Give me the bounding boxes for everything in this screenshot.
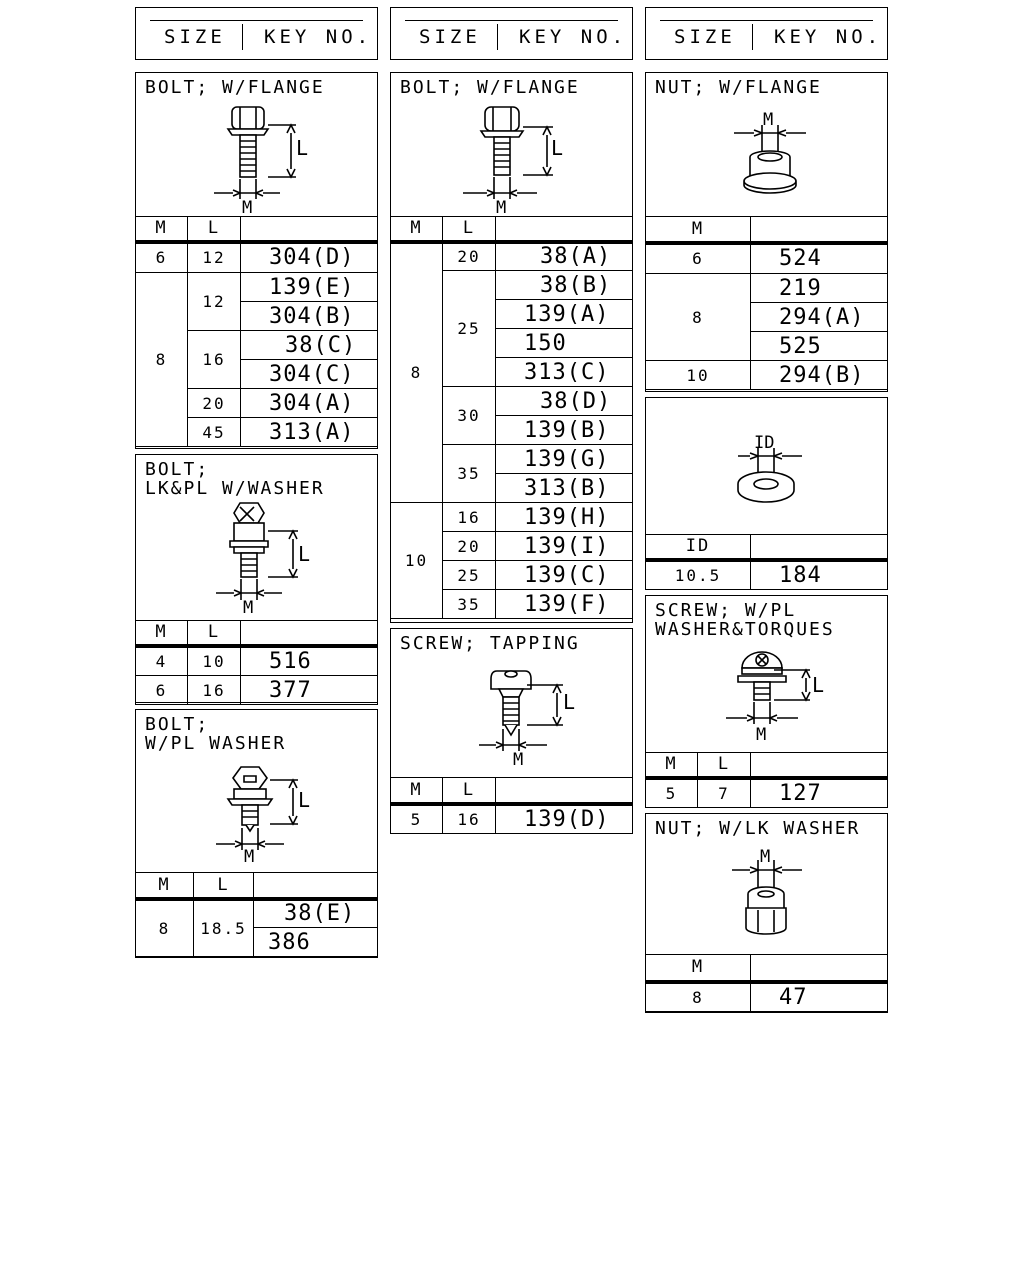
dim-l-label: L [296, 136, 309, 160]
m-cell: 8 [646, 982, 751, 1012]
col-m-header: M [391, 778, 443, 804]
dim-l-label: L [812, 673, 825, 697]
size-table [390, 777, 633, 834]
key-no-cell: 38(A) [496, 242, 633, 271]
key-no-cell: 139(H) [496, 503, 633, 532]
key-no-cell: 313(A) [241, 418, 378, 447]
dim-m-label: M [242, 198, 253, 218]
key-no-cell: 38(E) [254, 899, 378, 928]
col-key-header [751, 955, 888, 982]
key-no-cell: 38(D) [496, 387, 633, 416]
panel-bolt-flange-col2 [390, 72, 633, 623]
key-no-cell: 219 [751, 274, 888, 303]
panel-screw-tapping [390, 628, 633, 834]
header-divider [752, 24, 753, 50]
lk-pl-washer-bolt-icon [136, 455, 376, 625]
m-cell: 5 [391, 804, 443, 834]
dim-m-label: M [756, 725, 767, 745]
table-row [136, 676, 378, 705]
part-title: SCREW; W/PL WASHER&TORQUES [655, 600, 835, 640]
part-title: NUT; W/FLANGE [655, 77, 822, 98]
dim-id-label: ID [754, 433, 775, 453]
key-no-cell: 386 [254, 928, 378, 957]
l-cell: 25 [443, 271, 496, 387]
size-label: SIZE [164, 26, 226, 48]
col-l-header: L [188, 217, 241, 242]
key-no-label: KEY NO. [519, 26, 628, 48]
key-no-cell: 304(C) [241, 360, 378, 389]
key-no-cell: 139(A) [496, 300, 633, 329]
flange-bolt-icon [136, 73, 376, 218]
l-cell: 20 [443, 532, 496, 561]
dim-m-label: M [244, 847, 255, 867]
col-m-header: M [136, 621, 188, 646]
key-no-cell: 47 [751, 982, 888, 1012]
dim-m-label: M [763, 110, 774, 130]
key-no-cell: 377 [241, 676, 378, 705]
size-table [645, 954, 888, 1012]
panel-bolt-lk-pl-washer [135, 454, 378, 703]
l-cell: 12 [188, 273, 241, 331]
panel-nut-lk-washer [645, 813, 888, 1013]
key-no-cell: 139(I) [496, 532, 633, 561]
col-m-header: M [646, 753, 698, 778]
size-table [135, 620, 378, 705]
key-no-cell: 127 [751, 778, 888, 808]
header-rule [405, 20, 618, 21]
key-no-cell: 38(B) [496, 271, 633, 300]
key-no-cell: 294(B) [751, 361, 888, 390]
m-cell: 8 [136, 899, 194, 957]
l-cell: 16 [443, 804, 496, 834]
col-key-header [751, 753, 888, 778]
dim-l-label: L [298, 788, 311, 812]
col-m-header: M [391, 217, 443, 242]
flange-nut-icon [646, 73, 886, 218]
key-no-cell: 139(B) [496, 416, 633, 445]
key-no-cell: 313(B) [496, 474, 633, 503]
col-key-header [496, 217, 633, 242]
l-cell: 16 [188, 331, 241, 389]
key-no-cell: 139(F) [496, 590, 633, 619]
panel-bolt-flange-col1 [135, 72, 378, 449]
col-m-header: M [136, 217, 188, 242]
table-row [646, 982, 888, 1012]
m-cell: 8 [646, 274, 751, 361]
key-no-cell: 294(A) [751, 303, 888, 332]
flange-bolt-icon [391, 73, 631, 218]
size-key-header-1 [135, 7, 378, 60]
header-rule [660, 20, 873, 21]
size-table [645, 216, 888, 390]
l-cell: 20 [188, 389, 241, 418]
dim-m-label: M [496, 198, 507, 218]
tapping-screw-icon [391, 629, 631, 779]
col-l-header: L [443, 217, 496, 242]
l-cell: 45 [188, 418, 241, 447]
panel-nut-flange [645, 72, 888, 392]
header-rule [150, 20, 363, 21]
header-divider [497, 24, 498, 50]
l-cell: 18.5 [194, 899, 254, 957]
col-key-header [241, 621, 378, 646]
key-no-cell: 516 [241, 646, 378, 676]
dim-l-label: L [563, 690, 576, 714]
l-cell: 35 [443, 590, 496, 619]
m-cell: 5 [646, 778, 698, 808]
dim-l-label: L [298, 542, 311, 566]
table-row [391, 804, 633, 834]
key-no-cell: 184 [751, 560, 888, 590]
key-no-cell: 38(C) [241, 331, 378, 360]
part-title: BOLT; W/PL WASHER [145, 714, 287, 754]
key-no-label: KEY NO. [774, 26, 883, 48]
table-row [136, 899, 378, 928]
dim-m-label: M [243, 598, 254, 618]
key-no-label: KEY NO. [264, 26, 373, 48]
table-row [391, 242, 633, 271]
key-no-cell: 150 [496, 329, 633, 358]
col-l-header: L [443, 778, 496, 804]
table-row [136, 242, 378, 273]
key-no-cell: 313(C) [496, 358, 633, 387]
part-title: BOLT; W/FLANGE [145, 77, 325, 98]
l-cell: 20 [443, 242, 496, 271]
l-cell: 16 [188, 676, 241, 705]
col-l-header: L [194, 873, 254, 899]
col-m-header: M [136, 873, 194, 899]
key-no-cell: 525 [751, 332, 888, 361]
dim-m-label: M [513, 750, 524, 770]
m-cell: 6 [136, 242, 188, 273]
size-table [135, 872, 378, 957]
part-title: BOLT; W/FLANGE [400, 77, 580, 98]
col-key-header [751, 217, 888, 243]
table-row [391, 503, 633, 532]
table-row [646, 778, 888, 808]
size-label: SIZE [674, 26, 736, 48]
l-cell: 30 [443, 387, 496, 445]
header-divider [242, 24, 243, 50]
m-cell: 10 [391, 503, 443, 619]
dim-l-label: L [551, 136, 564, 160]
col-key-header [496, 778, 633, 804]
col-id-header: ID [646, 535, 751, 560]
l-cell: 10 [188, 646, 241, 676]
col-m-header: M [646, 955, 751, 982]
l-cell: 16 [443, 503, 496, 532]
size-key-header-3 [645, 7, 888, 60]
col-l-header: L [698, 753, 751, 778]
col-l-header: L [188, 621, 241, 646]
id-cell: 10.5 [646, 560, 751, 590]
col-m-header: M [646, 217, 751, 243]
key-no-cell: 304(D) [241, 242, 378, 273]
col-key-header [241, 217, 378, 242]
part-title: SCREW; TAPPING [400, 633, 580, 654]
table-row [646, 560, 888, 590]
torx-screw-icon [646, 596, 886, 746]
pl-washer-bolt-icon [136, 710, 376, 872]
size-table [645, 534, 888, 590]
col-key-header [751, 535, 888, 560]
key-no-cell: 304(A) [241, 389, 378, 418]
panel-bolt-pl-washer [135, 709, 378, 958]
table-row [646, 361, 888, 390]
m-cell: 6 [646, 243, 751, 274]
size-table [390, 216, 633, 619]
lk-washer-nut-icon [646, 814, 886, 954]
m-cell: 8 [136, 273, 188, 447]
m-cell: 8 [391, 242, 443, 503]
key-no-cell: 139(G) [496, 445, 633, 474]
part-title: BOLT; LK&PL W/WASHER [145, 459, 325, 499]
table-row [136, 646, 378, 676]
key-no-cell: 524 [751, 243, 888, 274]
m-cell: 10 [646, 361, 751, 390]
panel-screw-pl-washer [645, 595, 888, 808]
key-no-cell: 139(D) [496, 804, 633, 834]
m-cell: 4 [136, 646, 188, 676]
size-table [135, 216, 378, 447]
table-row [646, 243, 888, 274]
washer-icon [646, 398, 886, 533]
size-key-header-2 [390, 7, 633, 60]
dim-m-label: M [760, 847, 771, 867]
m-cell: 6 [136, 676, 188, 705]
size-label: SIZE [419, 26, 481, 48]
panel-washer [645, 397, 888, 590]
key-no-cell: 139(E) [241, 273, 378, 302]
col-key-header [254, 873, 378, 899]
l-cell: 12 [188, 242, 241, 273]
l-cell: 25 [443, 561, 496, 590]
part-title: NUT; W/LK WASHER [655, 818, 861, 839]
l-cell: 35 [443, 445, 496, 503]
table-row [136, 273, 378, 302]
key-no-cell: 139(C) [496, 561, 633, 590]
l-cell: 7 [698, 778, 751, 808]
table-row [646, 274, 888, 303]
size-table [645, 752, 888, 808]
key-no-cell: 304(B) [241, 302, 378, 331]
